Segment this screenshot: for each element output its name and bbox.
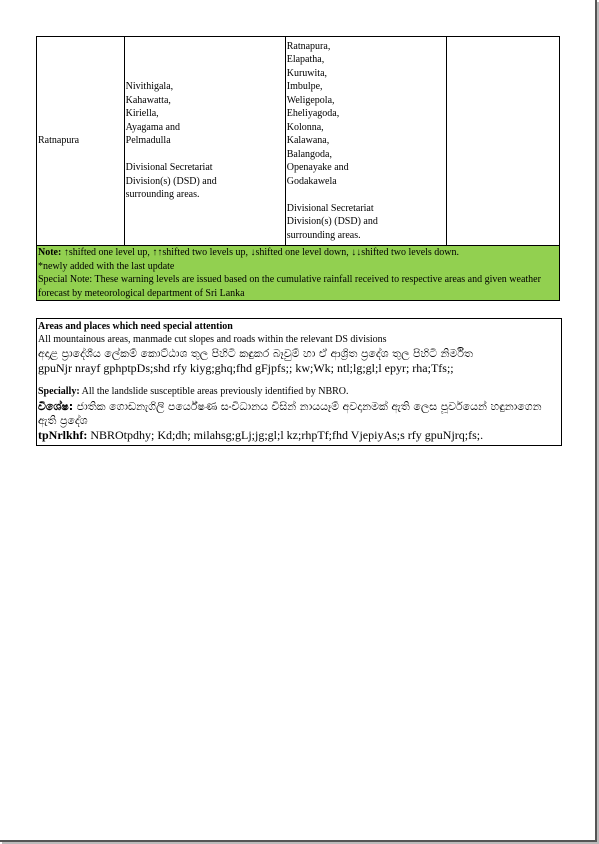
- tamil-special-line: [38, 428, 560, 443]
- sinhala-special-text: ජාතික ගොඩනැගිලි පර්යේෂණ සංවිධානය විසින් නායයෑම් අවදානමක් ඇති ලෙස පූර්වයෙන් හඳුනාගෙන ඇති ප්‍රදේශ: [38, 399, 542, 427]
- place-line: Eheliyagoda,: [286, 108, 340, 120]
- sinhala-special-label: විශේෂ:: [38, 399, 74, 413]
- place-line: Ayagama and: [125, 121, 180, 133]
- place-line: Pelmadulla: [125, 135, 171, 147]
- place-line: Elapatha,: [286, 54, 325, 66]
- place-line: Kiriella,: [125, 108, 159, 120]
- district-name: Ratnapura: [38, 135, 80, 147]
- place-line: Kalawana,: [286, 135, 330, 147]
- dsd-line: Division(s) (DSD) and: [125, 175, 217, 187]
- dsd-line: Divisional Secretariat: [286, 202, 374, 214]
- attention-english: All mountainous areas, manmade cut slopes and roads within the relevant DS divisions: [38, 333, 387, 345]
- place-line: Godakawela: [286, 175, 337, 187]
- place-line: Openayake and: [286, 162, 349, 174]
- attention-title: Areas and places which need special attention: [38, 321, 233, 332]
- place-line: Nivithigala,: [125, 81, 174, 93]
- note-cell: [37, 246, 560, 301]
- level-cell-2: [124, 37, 285, 246]
- district-cell: [37, 37, 125, 246]
- place-line: Kahawatta,: [125, 94, 171, 106]
- place-line: Imbulpe,: [286, 81, 323, 93]
- sinhala-special-line: [38, 400, 560, 428]
- dsd-line: Divisional Secretariat: [125, 162, 213, 174]
- attention-tamil: gpuNjr nrayf gphptpDs;shd rfy kiyg;ghq;fhd gFjpfs;; kw;Wk; ntl;lg;gl;l epyr; rha;Tfs;;: [38, 361, 454, 375]
- attention-sinhala: අදාළ ප්‍රාදේශීය ලේකම් කොට්ඨාශ තුල පිහිටි කඳුකර බෑවුම් හා ඒ ආශ්‍රිත ප්‍රදේශ තුල පිහිටි නිර්මිත: [38, 347, 473, 360]
- note-text: ↑shifted one level up, ↑↑shifted two levels up, ↓shifted one level down, ↓↓shifted two levels down.: [61, 247, 460, 258]
- note-row: [37, 246, 560, 301]
- dsd-line: Division(s) (DSD) and: [286, 216, 378, 228]
- table-row: [37, 37, 560, 246]
- specially-text: All the landslide susceptible areas previously identified by NBRO.: [79, 386, 349, 397]
- specially-label: Specially:: [38, 386, 80, 397]
- newly-added-note: *newly added with the last update: [38, 260, 175, 272]
- place-line: Ratnapura,: [286, 40, 331, 52]
- tamil-special-label: tpNrlkhf:: [38, 427, 88, 442]
- tamil-special-text: NBROtpdhy; Kd;dh; milahsg;gLj;jg;gl;l kz;rhpTf;fhd VjepiyAs;s rfy gpuNjrq;fs;.: [87, 427, 484, 442]
- place-line: Kolonna,: [286, 121, 324, 133]
- place-line: Balangoda,: [286, 148, 332, 160]
- level-cell-3: [285, 37, 446, 246]
- place-line: Kuruwita,: [286, 67, 328, 79]
- special-note: Special Note: These warning levels are issued based on the cumulative rainfall received to respective areas and given weather forecast by meteorological department of Sri Lanka: [38, 274, 541, 299]
- special-attention-box: [36, 318, 562, 446]
- note-label: Note:: [38, 247, 62, 258]
- specially-line: [38, 386, 560, 399]
- dsd-line: surrounding areas.: [286, 229, 361, 241]
- level-cell-4: [446, 37, 559, 246]
- place-line: Weligepola,: [286, 94, 335, 106]
- warning-table: [36, 36, 560, 301]
- dsd-line: surrounding areas.: [125, 189, 200, 201]
